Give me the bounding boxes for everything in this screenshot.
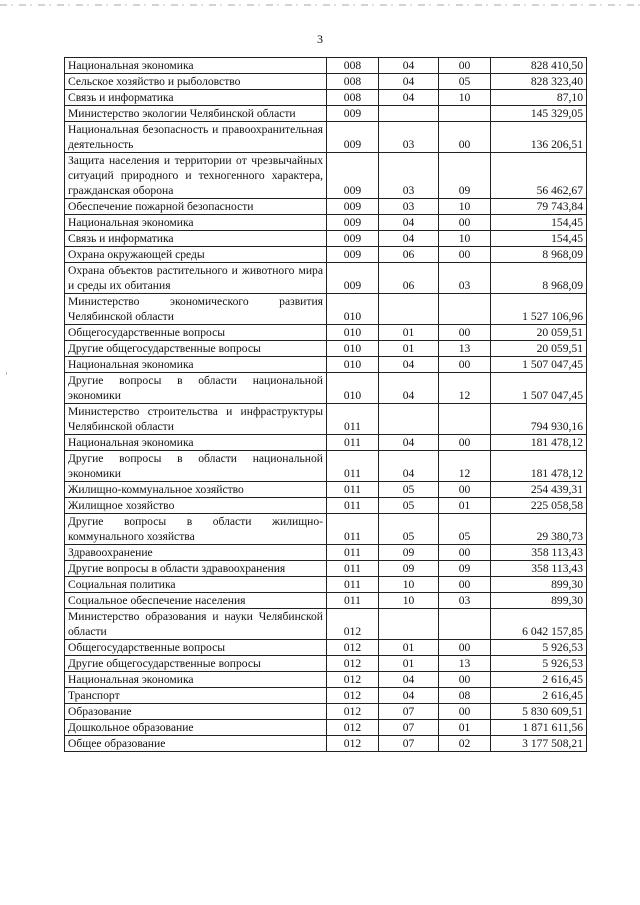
row-subsection-code: 00 [439,122,491,153]
row-section-code: 04 [379,357,439,373]
row-name: Другие вопросы в области жилищно-коммунального хозяйства [65,514,327,545]
row-section-code: 07 [379,704,439,720]
row-amount: 828 323,40 [491,74,587,90]
row-subsection-code: 10 [439,199,491,215]
row-name: Охрана окружающей среды [65,247,327,263]
row-section-code: 06 [379,263,439,294]
table-row [65,736,587,752]
table-row [65,294,587,325]
row-subsection-code: 10 [439,90,491,106]
row-subsection-code: 00 [439,482,491,498]
row-name: Национальная экономика [65,215,327,231]
row-amount: 828 410,50 [491,58,587,74]
row-name: Общее образование [65,736,327,752]
row-amount: 254 439,31 [491,482,587,498]
row-name: Образование [65,704,327,720]
row-section-code [379,294,439,325]
row-section-code: 04 [379,451,439,482]
table-row [65,373,587,404]
row-name: Национальная экономика [65,58,327,74]
table-row [65,640,587,656]
row-section-code: 09 [379,561,439,577]
row-amount: 181 478,12 [491,451,587,482]
row-name: Связь и информатика [65,90,327,106]
row-subsection-code: 12 [439,373,491,404]
row-name: Министерство образования и науки Челябинской области [65,609,327,640]
row-subsection-code: 05 [439,74,491,90]
row-amount: 2 616,45 [491,672,587,688]
row-section-code: 05 [379,482,439,498]
row-section-code [379,609,439,640]
row-department-code: 011 [327,561,379,577]
table-row [65,357,587,373]
row-department-code: 012 [327,704,379,720]
row-subsection-code: 09 [439,153,491,199]
row-section-code: 01 [379,656,439,672]
row-subsection-code: 00 [439,357,491,373]
row-subsection-code: 09 [439,561,491,577]
row-name: Транспорт [65,688,327,704]
row-department-code: 012 [327,656,379,672]
budget-table-body [65,58,587,752]
row-section-code: 07 [379,720,439,736]
row-name: Связь и информатика [65,231,327,247]
table-row [65,577,587,593]
row-amount: 794 930,16 [491,404,587,435]
row-subsection-code: 00 [439,247,491,263]
table-row [65,122,587,153]
row-subsection-code: 08 [439,688,491,704]
scan-speck [6,372,7,375]
row-section-code: 03 [379,199,439,215]
row-department-code: 010 [327,294,379,325]
row-section-code: 01 [379,640,439,656]
row-subsection-code: 00 [439,58,491,74]
row-section-code: 03 [379,153,439,199]
table-row [65,404,587,435]
row-section-code: 05 [379,514,439,545]
row-amount: 79 743,84 [491,199,587,215]
row-amount: 899,30 [491,577,587,593]
row-section-code: 09 [379,545,439,561]
budget-table [64,57,587,752]
row-name: Другие вопросы в области национальной экономики [65,373,327,404]
table-row [65,215,587,231]
row-department-code: 009 [327,122,379,153]
row-name: Общегосударственные вопросы [65,325,327,341]
row-amount: 181 478,12 [491,435,587,451]
row-name: Социальная политика [65,577,327,593]
row-name: Национальная экономика [65,672,327,688]
row-subsection-code: 10 [439,231,491,247]
row-section-code: 03 [379,122,439,153]
row-department-code: 008 [327,58,379,74]
table-row [65,263,587,294]
row-name: Национальная экономика [65,357,327,373]
table-row [65,704,587,720]
row-subsection-code: 01 [439,720,491,736]
row-department-code: 011 [327,482,379,498]
row-department-code: 009 [327,263,379,294]
row-amount: 5 830 609,51 [491,704,587,720]
row-amount: 29 380,73 [491,514,587,545]
row-section-code: 04 [379,688,439,704]
row-name: Национальная экономика [65,435,327,451]
table-row [65,688,587,704]
row-subsection-code [439,404,491,435]
row-amount: 8 968,09 [491,247,587,263]
row-amount: 145 329,05 [491,106,587,122]
row-subsection-code [439,294,491,325]
row-section-code: 04 [379,373,439,404]
row-department-code: 012 [327,688,379,704]
row-amount: 358 113,43 [491,561,587,577]
row-department-code: 012 [327,720,379,736]
page-number: 3 [317,32,323,46]
table-row [65,482,587,498]
table-row [65,341,587,357]
row-name: Национальная безопасность и правоохранительная деятельность [65,122,327,153]
row-name: Министерство экологии Челябинской области [65,106,327,122]
row-department-code: 009 [327,231,379,247]
table-row [65,514,587,545]
row-subsection-code: 00 [439,640,491,656]
row-amount: 154,45 [491,215,587,231]
row-subsection-code [439,106,491,122]
table-row [65,435,587,451]
row-amount: 2 616,45 [491,688,587,704]
row-department-code: 009 [327,106,379,122]
row-amount: 6 042 157,85 [491,609,587,640]
row-department-code: 009 [327,199,379,215]
scan-artifact-line [0,4,640,6]
row-department-code: 011 [327,577,379,593]
row-department-code: 011 [327,498,379,514]
row-department-code: 009 [327,247,379,263]
row-section-code: 04 [379,231,439,247]
row-amount: 5 926,53 [491,640,587,656]
row-section-code: 10 [379,577,439,593]
row-name: Защита населения и территории от чрезвычайных ситуаций природного и техногенного характера, гражданская оборона [65,153,327,199]
row-department-code: 009 [327,215,379,231]
table-row [65,153,587,199]
row-subsection-code: 00 [439,704,491,720]
row-name: Обеспечение пожарной безопасности [65,199,327,215]
row-subsection-code: 03 [439,593,491,609]
row-department-code: 011 [327,545,379,561]
row-name: Охрана объектов растительного и животного мира и среды их обитания [65,263,327,294]
row-name: Жилищно-коммунальное хозяйство [65,482,327,498]
row-department-code: 012 [327,672,379,688]
row-subsection-code: 00 [439,545,491,561]
row-subsection-code: 00 [439,672,491,688]
row-amount: 20 059,51 [491,341,587,357]
table-row [65,106,587,122]
row-department-code: 010 [327,373,379,404]
row-amount: 225 058,58 [491,498,587,514]
row-amount: 8 968,09 [491,263,587,294]
table-row [65,74,587,90]
row-name: Жилищное хозяйство [65,498,327,514]
row-name: Другие вопросы в области национальной экономики [65,451,327,482]
row-name: Другие вопросы в области здравоохранения [65,561,327,577]
row-subsection-code: 03 [439,263,491,294]
row-amount: 3 177 508,21 [491,736,587,752]
table-row [65,231,587,247]
row-section-code: 04 [379,672,439,688]
row-subsection-code [439,609,491,640]
row-department-code: 010 [327,357,379,373]
row-name: Министерство строительства и инфраструктуры Челябинской области [65,404,327,435]
row-name: Социальное обеспечение населения [65,593,327,609]
row-department-code: 010 [327,341,379,357]
row-department-code: 011 [327,593,379,609]
row-amount: 899,30 [491,593,587,609]
row-amount: 56 462,67 [491,153,587,199]
row-amount: 358 113,43 [491,545,587,561]
table-row [65,561,587,577]
row-section-code [379,106,439,122]
row-amount: 136 206,51 [491,122,587,153]
table-row [65,325,587,341]
row-name: Другие общегосударственные вопросы [65,341,327,357]
row-department-code: 011 [327,514,379,545]
row-amount: 1 527 106,96 [491,294,587,325]
row-section-code: 07 [379,736,439,752]
table-row [65,58,587,74]
row-section-code: 04 [379,435,439,451]
row-subsection-code: 05 [439,514,491,545]
table-row [65,656,587,672]
row-department-code: 011 [327,404,379,435]
row-name: Дошкольное образование [65,720,327,736]
row-amount: 154,45 [491,231,587,247]
table-row [65,720,587,736]
row-section-code: 06 [379,247,439,263]
row-subsection-code: 00 [439,215,491,231]
row-name: Общегосударственные вопросы [65,640,327,656]
table-row [65,451,587,482]
row-amount: 87,10 [491,90,587,106]
row-section-code: 05 [379,498,439,514]
row-name: Здравоохранение [65,545,327,561]
table-row [65,247,587,263]
row-section-code: 04 [379,74,439,90]
row-section-code: 10 [379,593,439,609]
row-section-code: 04 [379,90,439,106]
row-amount: 5 926,53 [491,656,587,672]
row-amount: 1 507 047,45 [491,357,587,373]
table-row [65,609,587,640]
row-amount: 20 059,51 [491,325,587,341]
table-row [65,199,587,215]
row-subsection-code: 00 [439,577,491,593]
row-name: Сельское хозяйство и рыболовство [65,74,327,90]
table-row [65,593,587,609]
row-department-code: 010 [327,325,379,341]
row-name: Министерство экономического развития Челябинской области [65,294,327,325]
row-subsection-code: 12 [439,451,491,482]
row-amount: 1 507 047,45 [491,373,587,404]
row-department-code: 009 [327,153,379,199]
row-subsection-code: 00 [439,325,491,341]
row-department-code: 011 [327,451,379,482]
table-row [65,90,587,106]
row-department-code: 012 [327,640,379,656]
row-subsection-code: 01 [439,498,491,514]
row-section-code: 04 [379,215,439,231]
row-subsection-code: 13 [439,656,491,672]
row-department-code: 008 [327,90,379,106]
row-department-code: 011 [327,435,379,451]
row-section-code: 04 [379,58,439,74]
row-section-code: 01 [379,325,439,341]
row-department-code: 012 [327,736,379,752]
row-amount: 1 871 611,56 [491,720,587,736]
table-row [65,672,587,688]
row-section-code: 01 [379,341,439,357]
row-section-code [379,404,439,435]
row-subsection-code: 02 [439,736,491,752]
table-row [65,498,587,514]
row-department-code: 012 [327,609,379,640]
row-department-code: 008 [327,74,379,90]
row-name: Другие общегосударственные вопросы [65,656,327,672]
row-subsection-code: 00 [439,435,491,451]
row-subsection-code: 13 [439,341,491,357]
table-row [65,545,587,561]
